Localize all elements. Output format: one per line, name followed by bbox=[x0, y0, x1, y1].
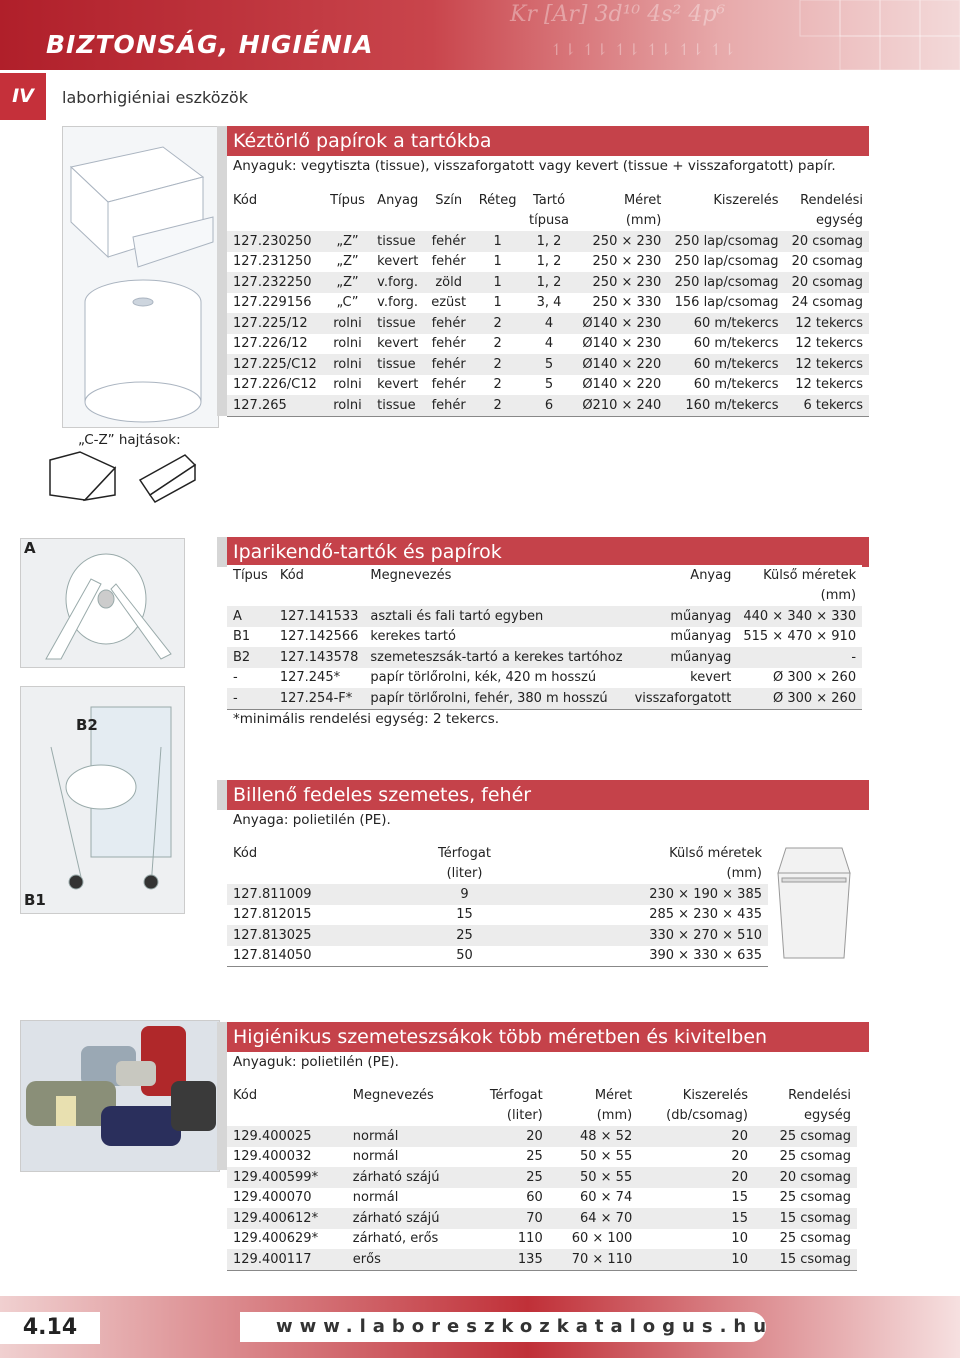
table-cell: 250 lap/csomag bbox=[667, 231, 784, 252]
table-cell: 20 csomag bbox=[785, 252, 869, 273]
table-cell: 110 bbox=[469, 1229, 549, 1250]
table-cell: normál bbox=[347, 1126, 469, 1147]
table-cell: 1 bbox=[472, 231, 522, 252]
column-header: Kód bbox=[227, 190, 324, 211]
garbage-bags-image bbox=[20, 1020, 220, 1172]
table-cell: 285 × 230 × 435 bbox=[527, 905, 768, 926]
table-cell: 127.813025 bbox=[227, 925, 402, 946]
column-header: Megnevezés bbox=[347, 1085, 469, 1106]
column-header: Kód bbox=[274, 565, 365, 586]
table-cell: Ø140 × 230 bbox=[575, 313, 667, 334]
table-cell: 6 tekercs bbox=[785, 395, 869, 416]
column-header bbox=[274, 586, 365, 607]
table-cell: 3, 4 bbox=[523, 293, 576, 314]
table-cell: fehér bbox=[425, 231, 472, 252]
table-cell: 15 bbox=[402, 905, 527, 926]
table-cell: 127.141533 bbox=[274, 606, 365, 627]
table-cell: tissue bbox=[371, 313, 425, 334]
table-cell: fehér bbox=[425, 395, 472, 416]
bin-illustration bbox=[768, 818, 860, 966]
section2-title: Iparikendő-tartók és papírok bbox=[227, 537, 869, 567]
table-cell: 129.400117 bbox=[227, 1249, 347, 1270]
table-cell: 25 csomag bbox=[754, 1147, 857, 1168]
table-cell: 48 × 52 bbox=[549, 1126, 638, 1147]
table-cell: - bbox=[737, 647, 862, 668]
table-cell: 5 bbox=[523, 375, 576, 396]
table-cell: 160 m/tekercs bbox=[667, 395, 784, 416]
table-cell: 250 lap/csomag bbox=[667, 252, 784, 273]
table-cell: 24 csomag bbox=[785, 293, 869, 314]
table-cell: 250 × 230 bbox=[575, 252, 667, 273]
column-header: Anyag bbox=[629, 565, 738, 586]
table-row bbox=[227, 334, 869, 355]
table-row bbox=[227, 1126, 857, 1147]
header-decoration bbox=[510, 0, 960, 70]
table-cell: 127.811009 bbox=[227, 884, 402, 905]
table-cell: ezüst bbox=[425, 293, 472, 314]
table-row bbox=[227, 1208, 857, 1229]
holder-a-image bbox=[20, 538, 185, 668]
column-header: egység bbox=[785, 211, 869, 232]
column-header: Külső méretek bbox=[737, 565, 862, 586]
column-header bbox=[629, 586, 738, 607]
table-cell: 25 csomag bbox=[754, 1229, 857, 1250]
table-cell: v.forg. bbox=[371, 293, 425, 314]
table-row bbox=[227, 272, 869, 293]
table-header-row bbox=[227, 864, 768, 885]
fold-diagram bbox=[45, 450, 205, 510]
table-cell: 1 bbox=[472, 252, 522, 273]
table-cell: 127.142566 bbox=[274, 627, 365, 648]
column-header: (mm) bbox=[549, 1106, 638, 1127]
table-cell: 20 bbox=[638, 1147, 754, 1168]
table-cell: Ø140 × 220 bbox=[575, 354, 667, 375]
fold-caption: „C-Z” hajtások: bbox=[78, 432, 181, 448]
holder-table bbox=[227, 565, 862, 710]
column-header: Anyag bbox=[371, 190, 425, 211]
column-header: egység bbox=[754, 1106, 857, 1127]
column-header: Kiszerelés bbox=[638, 1085, 754, 1106]
table-header-row bbox=[227, 586, 862, 607]
table-cell: - bbox=[227, 688, 274, 709]
column-header: Méret bbox=[575, 190, 667, 211]
column-header: Tartó bbox=[523, 190, 576, 211]
table-cell: 2 bbox=[472, 395, 522, 416]
column-header: Réteg bbox=[472, 190, 522, 211]
table-cell: 60 m/tekercs bbox=[667, 354, 784, 375]
table-cell: 127.231250 bbox=[227, 252, 324, 273]
table-row bbox=[227, 231, 869, 252]
table-cell: 12 tekercs bbox=[785, 334, 869, 355]
column-header: Kiszerelés bbox=[667, 190, 784, 211]
table-row bbox=[227, 1147, 857, 1168]
table-cell: Ø210 × 240 bbox=[575, 395, 667, 416]
table-row bbox=[227, 354, 869, 375]
table-row bbox=[227, 313, 869, 334]
table-cell: 129.400599* bbox=[227, 1167, 347, 1188]
table-cell: 20 csomag bbox=[785, 231, 869, 252]
header-deco-text: Kr [Ar] 3d¹⁰ 4s² 4p⁶ bbox=[510, 2, 726, 27]
table-cell: 15 bbox=[638, 1188, 754, 1209]
periodic-table-decoration bbox=[510, 0, 960, 70]
holder-a-illustration bbox=[21, 539, 184, 667]
table-cell: zárható szájú bbox=[347, 1167, 469, 1188]
label-b1: B1 bbox=[24, 891, 46, 909]
table-cell: 127.226/12 bbox=[227, 334, 324, 355]
table-cell: 4 bbox=[523, 313, 576, 334]
table-cell: 60 bbox=[469, 1188, 549, 1209]
table-cell: rolni bbox=[324, 395, 371, 416]
table-cell: 250 lap/csomag bbox=[667, 272, 784, 293]
column-header bbox=[227, 586, 274, 607]
table-cell: 12 tekercs bbox=[785, 313, 869, 334]
table-cell: 60 m/tekercs bbox=[667, 334, 784, 355]
column-header: Megnevezés bbox=[364, 565, 628, 586]
table-cell: 127.229156 bbox=[227, 293, 324, 314]
table-cell: 156 lap/csomag bbox=[667, 293, 784, 314]
table-cell: 330 × 270 × 510 bbox=[527, 925, 768, 946]
table-cell: 2 bbox=[472, 375, 522, 396]
table-cell: 1 bbox=[472, 293, 522, 314]
table-cell: 2 bbox=[472, 313, 522, 334]
table-cell: 60 × 74 bbox=[549, 1188, 638, 1209]
table-header-row bbox=[227, 1085, 857, 1106]
table-cell: 50 bbox=[402, 946, 527, 967]
bin-table bbox=[227, 843, 768, 967]
table-cell: 135 bbox=[469, 1249, 549, 1270]
table-cell: 25 csomag bbox=[754, 1126, 857, 1147]
table-cell: fehér bbox=[425, 354, 472, 375]
column-header: (mm) bbox=[527, 864, 768, 885]
label-a: A bbox=[24, 539, 36, 557]
table-cell: 129.400070 bbox=[227, 1188, 347, 1209]
table-cell: B1 bbox=[227, 627, 274, 648]
section4-title: Higiénikus szemeteszsákok több méretben és kivitelben bbox=[227, 1022, 869, 1052]
column-header bbox=[227, 864, 402, 885]
table-cell: 129.400025 bbox=[227, 1126, 347, 1147]
table-cell: 25 bbox=[402, 925, 527, 946]
table-cell: A bbox=[227, 606, 274, 627]
table-cell: Ø140 × 230 bbox=[575, 334, 667, 355]
table-cell: „Z” bbox=[324, 252, 371, 273]
table-row bbox=[227, 1229, 857, 1250]
section-subtitle: laborhigiéniai eszközök bbox=[62, 88, 248, 107]
table-cell: 127.254-F* bbox=[274, 688, 365, 709]
table-cell: rolni bbox=[324, 313, 371, 334]
svg-text:↿⇂ ↿⇂ ↿⇂ ↿⇂ ↿⇂ ↿⇂: ↿⇂ ↿⇂ ↿⇂ ↿⇂ ↿⇂ ↿⇂ bbox=[550, 40, 737, 59]
table-cell: 4 bbox=[523, 334, 576, 355]
column-header: Szín bbox=[425, 190, 472, 211]
table-cell: 127.265 bbox=[227, 395, 324, 416]
table-cell: „Z” bbox=[324, 272, 371, 293]
table-cell: műanyag bbox=[629, 627, 738, 648]
table-row bbox=[227, 647, 862, 668]
table-cell: 20 bbox=[469, 1126, 549, 1147]
table-row bbox=[227, 905, 768, 926]
table-cell: 60 m/tekercs bbox=[667, 313, 784, 334]
table-cell: 129.400629* bbox=[227, 1229, 347, 1250]
table-cell: rolni bbox=[324, 354, 371, 375]
column-header bbox=[667, 211, 784, 232]
bag-table bbox=[227, 1085, 857, 1271]
table-cell: 127.143578 bbox=[274, 647, 365, 668]
table-cell: fehér bbox=[425, 313, 472, 334]
table-cell: 230 × 190 × 385 bbox=[527, 884, 768, 905]
column-header bbox=[347, 1106, 469, 1127]
column-header bbox=[324, 211, 371, 232]
table-cell: erős bbox=[347, 1249, 469, 1270]
table-cell: 60 m/tekercs bbox=[667, 375, 784, 396]
table-cell: kevert bbox=[371, 375, 425, 396]
table-cell: zárható, erős bbox=[347, 1229, 469, 1250]
table-cell: 10 bbox=[638, 1229, 754, 1250]
table-cell: kevert bbox=[371, 252, 425, 273]
table-header-row bbox=[227, 211, 869, 232]
table-cell: 60 × 100 bbox=[549, 1229, 638, 1250]
table-cell: 25 csomag bbox=[754, 1188, 857, 1209]
table-cell: 127.245* bbox=[274, 668, 365, 689]
column-header: Kód bbox=[227, 843, 402, 864]
table-cell: 1, 2 bbox=[523, 252, 576, 273]
table-cell: fehér bbox=[425, 375, 472, 396]
column-header: Kód bbox=[227, 1085, 347, 1106]
table-cell: 9 bbox=[402, 884, 527, 905]
column-header: (db/csomag) bbox=[638, 1106, 754, 1127]
table-cell: 25 bbox=[469, 1147, 549, 1168]
table-cell: „C” bbox=[324, 293, 371, 314]
section3-title: Billenő fedeles szemetes, fehér bbox=[227, 780, 869, 810]
section1-side-bar bbox=[217, 126, 227, 416]
table-cell: 390 × 330 × 635 bbox=[527, 946, 768, 967]
table-row bbox=[227, 252, 869, 273]
table-row bbox=[227, 884, 768, 905]
table-cell: 12 tekercs bbox=[785, 354, 869, 375]
column-header: (mm) bbox=[575, 211, 667, 232]
table-cell: - bbox=[227, 668, 274, 689]
table-cell: 127.812015 bbox=[227, 905, 402, 926]
table-cell: normál bbox=[347, 1147, 469, 1168]
table-cell: 5 bbox=[523, 354, 576, 375]
table-cell: 127.230250 bbox=[227, 231, 324, 252]
column-header: típusa bbox=[523, 211, 576, 232]
table-cell: 2 bbox=[472, 354, 522, 375]
website-url: www.laboreszkozkatalogus.hu bbox=[240, 1312, 766, 1342]
holder-b-image bbox=[20, 686, 185, 914]
table-cell: 515 × 470 × 910 bbox=[737, 627, 862, 648]
table-row bbox=[227, 1188, 857, 1209]
column-header bbox=[364, 586, 628, 607]
table-row bbox=[227, 688, 862, 709]
table-cell: 1 bbox=[472, 272, 522, 293]
table-cell: v.forg. bbox=[371, 272, 425, 293]
paper-towel-illustration bbox=[63, 127, 218, 427]
table-cell: szemeteszsák-tartó a kerekes tartóhoz bbox=[364, 647, 628, 668]
table-cell: 64 × 70 bbox=[549, 1208, 638, 1229]
table-cell: 12 tekercs bbox=[785, 375, 869, 396]
table-row bbox=[227, 1167, 857, 1188]
table-cell: 50 × 55 bbox=[549, 1147, 638, 1168]
section4-side-bar bbox=[217, 1022, 227, 1170]
column-header bbox=[227, 211, 324, 232]
table-row bbox=[227, 375, 869, 396]
table-row bbox=[227, 606, 862, 627]
table-row bbox=[227, 627, 862, 648]
section3-subtitle: Anyaga: polietilén (PE). bbox=[233, 812, 391, 828]
table-cell: asztali és fali tartó egyben bbox=[364, 606, 628, 627]
holder-b-illustration bbox=[21, 687, 184, 913]
table-cell: 50 × 55 bbox=[549, 1167, 638, 1188]
table-cell: műanyag bbox=[629, 606, 738, 627]
column-header: (mm) bbox=[737, 586, 862, 607]
table-cell: 15 bbox=[638, 1208, 754, 1229]
table-cell: tissue bbox=[371, 354, 425, 375]
table-row bbox=[227, 668, 862, 689]
table-cell: műanyag bbox=[629, 647, 738, 668]
table-cell: 250 × 330 bbox=[575, 293, 667, 314]
table-cell: 127.225/12 bbox=[227, 313, 324, 334]
label-b2: B2 bbox=[76, 716, 98, 734]
column-header: Rendelési bbox=[754, 1085, 857, 1106]
table-cell: 20 csomag bbox=[754, 1167, 857, 1188]
table-cell: Ø 300 × 260 bbox=[737, 668, 862, 689]
table-cell: 250 × 230 bbox=[575, 231, 667, 252]
table-cell: 129.400612* bbox=[227, 1208, 347, 1229]
table-cell: 127.226/C12 bbox=[227, 375, 324, 396]
table-cell: 1, 2 bbox=[523, 272, 576, 293]
table-cell: 129.400032 bbox=[227, 1147, 347, 1168]
table-cell: papír törlőrolni, kék, 420 m hosszú bbox=[364, 668, 628, 689]
column-header: Térfogat bbox=[469, 1085, 549, 1106]
table-cell: kerekes tartó bbox=[364, 627, 628, 648]
garbage-bags-illustration bbox=[21, 1021, 219, 1171]
table-header-row bbox=[227, 190, 869, 211]
table-cell: B2 bbox=[227, 647, 274, 668]
table-cell: tissue bbox=[371, 231, 425, 252]
table-cell: 15 csomag bbox=[754, 1249, 857, 1270]
section-code-badge: IV bbox=[0, 73, 46, 120]
table-cell: fehér bbox=[425, 334, 472, 355]
paper-towel-image bbox=[62, 126, 219, 428]
bin-image bbox=[768, 818, 860, 966]
table-cell: Ø 300 × 260 bbox=[737, 688, 862, 709]
paper-towel-table bbox=[227, 190, 869, 417]
table-cell: 2 bbox=[472, 334, 522, 355]
table-cell: rolni bbox=[324, 334, 371, 355]
table-row bbox=[227, 946, 768, 967]
section3-side-bar bbox=[217, 780, 227, 810]
table-cell: 25 bbox=[469, 1167, 549, 1188]
column-header bbox=[371, 211, 425, 232]
table-cell: 6 bbox=[523, 395, 576, 416]
table-row bbox=[227, 395, 869, 416]
table-header-row bbox=[227, 1106, 857, 1127]
table-cell: zárható szájú bbox=[347, 1208, 469, 1229]
column-header bbox=[472, 211, 522, 232]
column-header bbox=[425, 211, 472, 232]
table-cell: visszaforgatott bbox=[629, 688, 738, 709]
table-cell: 127.232250 bbox=[227, 272, 324, 293]
column-header: (liter) bbox=[469, 1106, 549, 1127]
column-header: Típus bbox=[324, 190, 371, 211]
section1-subtitle: Anyaguk: vegytiszta (tissue), visszaforgatott vagy kevert (tissue + visszaforgatott) papír. bbox=[233, 158, 836, 174]
column-header: Térfogat bbox=[402, 843, 527, 864]
table-cell: kevert bbox=[629, 668, 738, 689]
table-row bbox=[227, 1249, 857, 1270]
page-number: 4.14 bbox=[0, 1312, 100, 1344]
table-cell: tissue bbox=[371, 395, 425, 416]
section4-subtitle: Anyaguk: polietilén (PE). bbox=[233, 1054, 399, 1070]
page-title: BIZTONSÁG, HIGIÉNIA bbox=[46, 30, 374, 59]
table-cell: 10 bbox=[638, 1249, 754, 1270]
table-cell: rolni bbox=[324, 375, 371, 396]
table-cell: 20 bbox=[638, 1126, 754, 1147]
table-cell: 15 csomag bbox=[754, 1208, 857, 1229]
table-cell: normál bbox=[347, 1188, 469, 1209]
table-cell: 127.814050 bbox=[227, 946, 402, 967]
table-cell: 20 csomag bbox=[785, 272, 869, 293]
table-cell: 1, 2 bbox=[523, 231, 576, 252]
table-cell: 440 × 340 × 330 bbox=[737, 606, 862, 627]
table-cell: 250 × 230 bbox=[575, 272, 667, 293]
table-cell: 70 × 110 bbox=[549, 1249, 638, 1270]
table-cell: 127.225/C12 bbox=[227, 354, 324, 375]
column-header: (liter) bbox=[402, 864, 527, 885]
column-header: Külső méretek bbox=[527, 843, 768, 864]
column-header: Típus bbox=[227, 565, 274, 586]
section1-title: Kéztörlő papírok a tartókba bbox=[227, 126, 869, 156]
section2-side-bar bbox=[217, 537, 227, 567]
column-header: Rendelési bbox=[785, 190, 869, 211]
table-cell: 70 bbox=[469, 1208, 549, 1229]
table-cell: kevert bbox=[371, 334, 425, 355]
table-header-row bbox=[227, 565, 862, 586]
table-cell: 20 bbox=[638, 1167, 754, 1188]
table-cell: papír törlőrolni, fehér, 380 m hosszú bbox=[364, 688, 628, 709]
table-row bbox=[227, 925, 768, 946]
column-header bbox=[227, 1106, 347, 1127]
table-row bbox=[227, 293, 869, 314]
column-header: Méret bbox=[549, 1085, 638, 1106]
table-cell: „Z” bbox=[324, 231, 371, 252]
table-cell: Ø140 × 220 bbox=[575, 375, 667, 396]
section2-footnote: *minimális rendelési egység: 2 tekercs. bbox=[233, 711, 500, 727]
table-header-row bbox=[227, 843, 768, 864]
table-cell: zöld bbox=[425, 272, 472, 293]
table-cell: fehér bbox=[425, 252, 472, 273]
